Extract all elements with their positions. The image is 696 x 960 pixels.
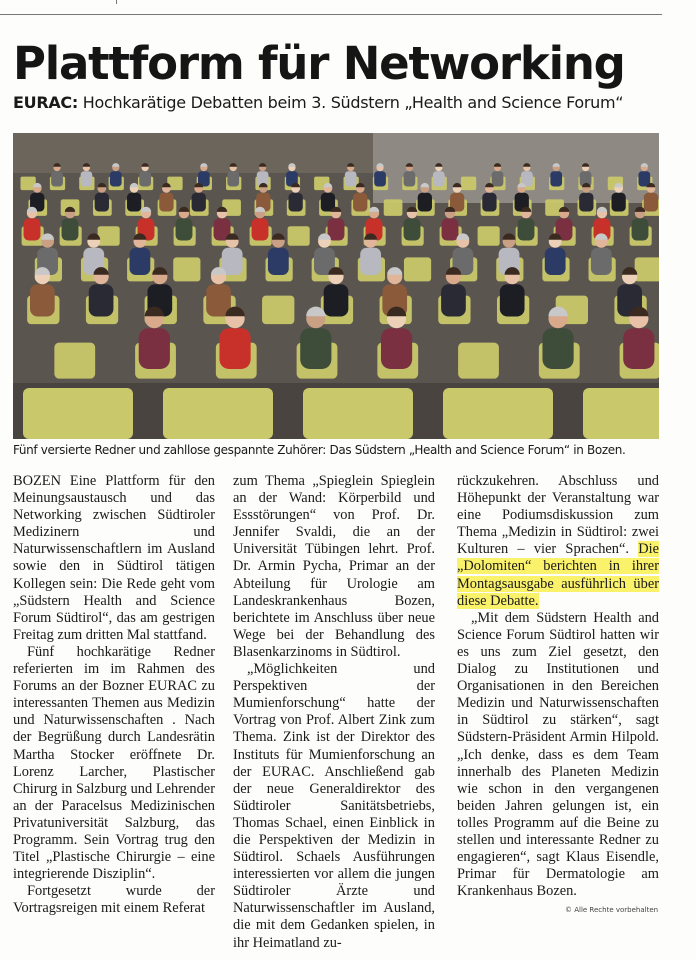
audience-member xyxy=(129,248,150,275)
audience-member xyxy=(482,193,496,212)
audience-member xyxy=(176,218,193,240)
chair xyxy=(461,177,476,191)
audience-member xyxy=(632,218,649,240)
audience-member xyxy=(89,284,114,316)
audience-member xyxy=(95,193,109,212)
paragraph-text: rückzukehren. Abschluss und Höhepunkt der Veranstaltung war eine Podiumsdiskussion zum Thema „Medizin in Südtirol: zwei Kulturen – vier Sprachen“. xyxy=(457,473,659,558)
hall-wall xyxy=(373,133,659,203)
highlighted-text: Die „Dolomiten“ berichten in ihrer Montagsausgabe ausführlich über diese Debatte. xyxy=(457,541,659,609)
chair xyxy=(478,226,500,246)
front-chair xyxy=(443,388,553,439)
audience-member xyxy=(227,171,239,186)
chair xyxy=(54,343,95,379)
audience-member xyxy=(518,218,535,240)
chair xyxy=(635,257,659,281)
hall-back-rows xyxy=(13,133,373,173)
audience-member xyxy=(24,218,41,240)
audience-member xyxy=(381,328,412,369)
audience-member xyxy=(374,171,386,186)
audience-member xyxy=(268,248,289,275)
paragraph: zum Thema „Spieglein Spieglein an der Wand: Körperbild und Essstörungen“ von Prof. Dr. Jennifer Svaldi, die an der Universität Tübingen lehrt. Prof. Dr. Armin Pycha, Primar an der Abteilung für Urologie am Landeskrankenhaus Bozen, berichtete im Anschluss über neue Wege bei der Behandlung des Blasenkarzinoms in Südtirol. xyxy=(233,473,435,660)
chair xyxy=(262,296,294,325)
subhead-text: Hochkarätige Debatten beim 3. Südstern „Health and Science Forum“ xyxy=(77,93,624,112)
audience-member xyxy=(550,171,562,186)
paragraph: „Möglichkeiten und Perspektiven der Mumienforschung“ hatte der Vortrag von Prof. Albert Zink zum Thema. Zink ist der Direktor des Instituts für Mumienforschung an der EURAC. Anschließend gab der neue Generaldirektor des Südtiroler Sanitätsbetriebs, Thomas Schael, einen Einblick in die Perspektiven der Medizin in Südtirol. Schaels Ausführungen interessierten vor allem die jungen Südtiroler Ärzte und Naturwissenschaftler im Ausland, die mit dem Gedanken spielen, in ihr Heimatland zu- xyxy=(233,661,435,951)
front-chair xyxy=(303,388,413,439)
article-headline: Plattform für Networking xyxy=(13,37,625,90)
audience-member xyxy=(644,193,658,212)
paragraph: BOZEN Eine Plattform für den Meinungsaustausch und das Networking zwischen Südtiroler Medizinern und Naturwissenschaftlern im Ausland sowie den in Südtirol tätigen Kollegen sein: Die Rede geht vom „Südstern Health and Science Forum Südtirol“, das am gestrigen Freitag zum dritten Mal stattfand. xyxy=(13,473,215,643)
audience-member xyxy=(492,171,504,186)
chair xyxy=(98,226,120,246)
audience-member xyxy=(353,193,367,212)
audience-member xyxy=(441,284,466,316)
front-chair xyxy=(23,388,133,439)
subhead-organization: EURAC: xyxy=(13,93,78,112)
audience-member xyxy=(623,328,654,369)
article-subhead xyxy=(13,93,623,113)
audience-member xyxy=(62,218,79,240)
audience-member xyxy=(500,284,525,316)
article-photo xyxy=(13,133,659,439)
audience-member xyxy=(139,171,151,186)
audience-photo-illustration xyxy=(13,133,659,439)
audience-member xyxy=(159,193,173,212)
front-chair xyxy=(163,388,273,439)
audience-member xyxy=(110,171,122,186)
audience-member xyxy=(579,193,593,212)
audience-member xyxy=(324,284,349,316)
paragraph: Fünf hochkarätige Redner referierten im im Rahmen des Forums an der Bozner EURAC zu interessanten Themen aus Medizin und Naturwissenschaften . Nach der Begrüßung durch Landesrätin Martha Stocker eröffnete Dr. Lorenz Larcher, Plastischer Chirurg in Salzburg und Lehrender an der Paracelsus Medizinischen Privatuniversität Salzburg, das Programm. Sein Vortrag trug den Titel „Plastische Chirurgie – eine integrierende Disziplin“. xyxy=(13,643,215,883)
audience-member xyxy=(30,284,55,316)
audience-member xyxy=(442,218,459,240)
audience-member xyxy=(404,171,416,186)
audience-member xyxy=(81,171,93,186)
audience-member xyxy=(404,218,421,240)
copyright-notice: © Alle Rechte vorbehalten xyxy=(565,906,659,914)
chair xyxy=(173,257,200,281)
audience-member xyxy=(252,218,269,240)
photo-caption: Fünf versierte Redner und zahllose gespannte Zuhörer: Das Südstern „Health and Science Forum“ in Bozen. xyxy=(13,443,626,457)
audience-member xyxy=(433,171,445,186)
audience-member xyxy=(192,193,206,212)
article-column-3 xyxy=(457,473,659,900)
audience-member xyxy=(545,248,566,275)
audience-member xyxy=(345,171,357,186)
paragraph: Fortgesetzt wurde der Vortragsreigen mit einem Referat xyxy=(13,883,215,917)
chair xyxy=(404,257,431,281)
article-column-2 xyxy=(233,473,435,952)
audience-member xyxy=(139,328,170,369)
audience-member xyxy=(591,248,612,275)
audience-member xyxy=(418,193,432,212)
audience-member xyxy=(542,328,573,369)
article-column-1 xyxy=(13,473,215,917)
audience-member xyxy=(51,171,63,186)
front-chair xyxy=(583,388,659,439)
audience-member xyxy=(300,328,331,369)
audience-member xyxy=(611,193,625,212)
paragraph: „Mit dem Südstern Health and Science Forum Südtirol hatten wir es uns zum Ziel gesetzt, den Dialog zu Institutionen und Organisationen in den Bereichen Medizin und Naturwissenschaften in Südtirol zu stärken“, sagt Südstern-Präsident Armin Hilpold. „Ich denke, dass es dem Team innerhalb des Planeten Medizin wie schon in den vergangenen beiden Jahren gelungen ist, ein tolles Programm auf die Beine zu stellen und interessante Redner zu engagieren“, sagt Klaus Eisendle, Primar für Dermatologie am Krankenhaus Bozen. xyxy=(457,609,659,900)
audience-member xyxy=(288,193,302,212)
page-top-rule xyxy=(0,0,662,15)
audience-member xyxy=(219,328,250,369)
chair xyxy=(288,226,310,246)
chair xyxy=(384,199,403,216)
chair xyxy=(458,343,499,379)
audience-member xyxy=(127,193,141,212)
audience-member xyxy=(360,248,381,275)
paragraph xyxy=(457,473,659,610)
